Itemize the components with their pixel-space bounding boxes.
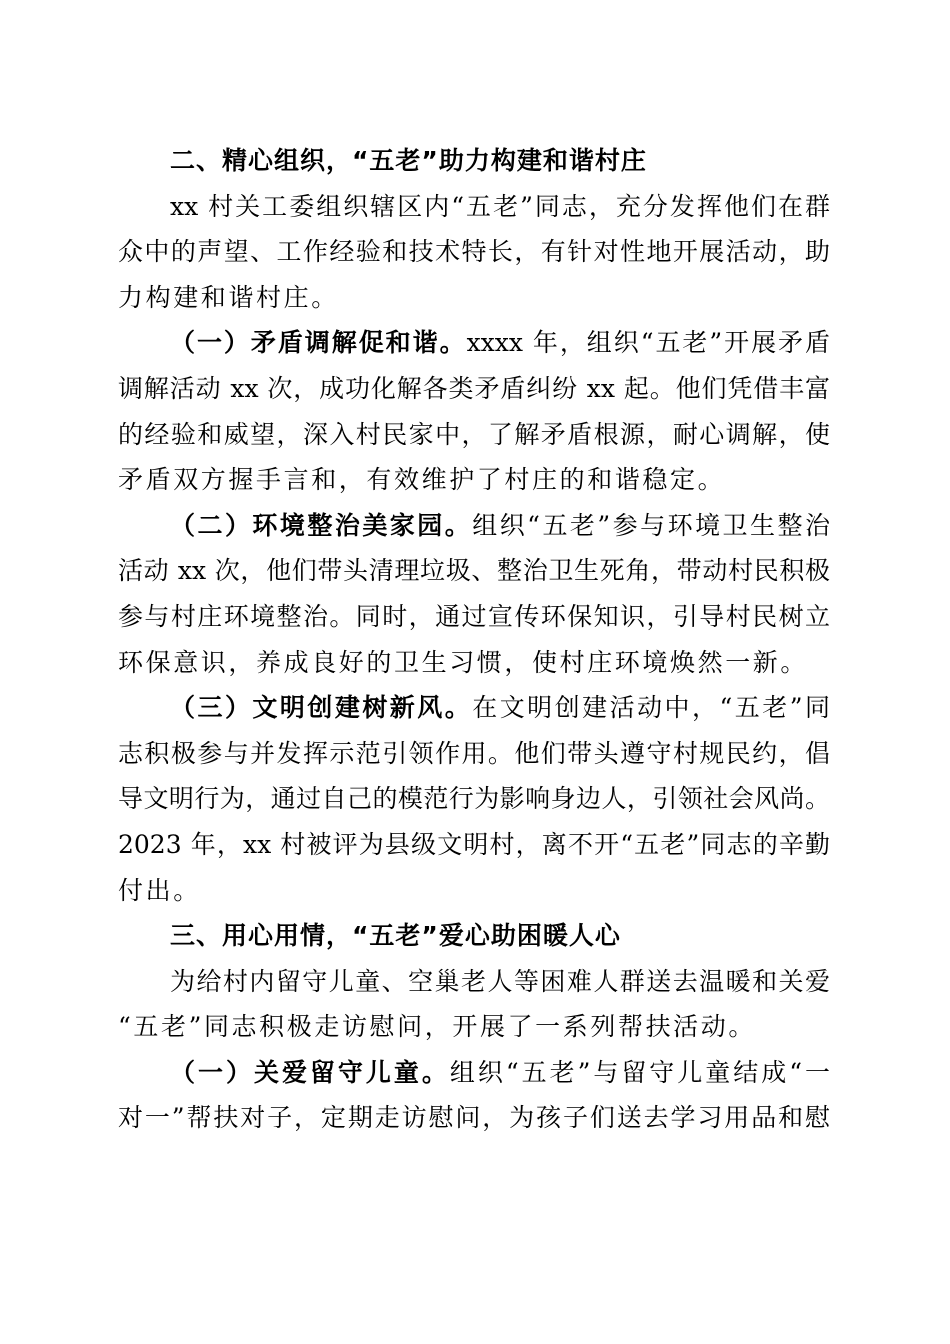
section-heading: 二、精心组织，“五老”助力构建和谐村庄 — [170, 146, 647, 175]
paragraph-line: 为给村内留守儿童、空巢老人等困难人群送去温暖和关爱 — [170, 966, 830, 996]
paragraph-line: 导文明行为，通过自己的模范行为影响身边人，引领社会风尚。 — [118, 784, 830, 814]
subsection-lead: （一）矛盾调解促和谐。 — [170, 328, 467, 358]
paragraph-line: 的经验和威望，深入村民家中，了解矛盾根源，耐心调解，使 — [118, 419, 830, 449]
paragraph-line: 众中的声望、工作经验和技术特长，有针对性地开展活动，助 — [118, 237, 830, 267]
paragraph-line: （一）矛盾调解促和谐。xxxx 年，组织“五老”开展矛盾 — [170, 328, 830, 358]
paragraph-line: 矛盾双方握手言和，有效维护了村庄的和谐稳定。 — [118, 465, 726, 495]
subsection-lead: （二）环境整治美家园。 — [170, 510, 473, 540]
subsection-lead: （三）文明创建树新风。 — [170, 693, 473, 723]
paragraph-line: 调解活动 xx 次，成功化解各类矛盾纠纷 xx 起。他们凭借丰富 — [118, 373, 830, 403]
document-page — [118, 138, 830, 1141]
section-heading: 三、用心用情，“五老”爱心助困暖人心 — [170, 921, 621, 951]
subsection-lead: （一）关爱留守儿童。 — [170, 1057, 450, 1087]
paragraph-line: 2023 年，xx 村被评为县级文明村，离不开“五老”同志的辛勤 — [118, 829, 830, 859]
paragraph-line: 力构建和谐村庄。 — [118, 282, 339, 312]
paragraph-line: 活动 xx 次，他们带头清理垃圾、整治卫生死角，带动村民积极 — [118, 556, 830, 586]
paragraph-line: “五老”同志积极走访慰问，开展了一系列帮扶活动。 — [118, 1012, 756, 1042]
paragraph-line: xx 村关工委组织辖区内“五老”同志，充分发挥他们在群 — [170, 191, 830, 221]
paragraph-line: 对一”帮扶对子，定期走访慰问，为孩子们送去学习用品和慰 — [118, 1103, 830, 1133]
paragraph-line: 志积极参与并发挥示范引领作用。他们带头遵守村规民约，倡 — [118, 738, 830, 768]
paragraph-line: 参与村庄环境整治。同时，通过宣传环保知识，引导村民树立 — [118, 601, 830, 631]
paragraph-line: （三）文明创建树新风。在文明创建活动中，“五老”同 — [170, 693, 830, 723]
paragraph-line: 付出。 — [118, 875, 201, 905]
paragraph-line: （二）环境整治美家园。组织“五老”参与环境卫生整治 — [170, 510, 830, 540]
paragraph-line: 环保意识，养成良好的卫生习惯，使村庄环境焕然一新。 — [118, 647, 809, 677]
paragraph-line: （一）关爱留守儿童。组织“五老”与留守儿童结成“一 — [170, 1057, 830, 1087]
